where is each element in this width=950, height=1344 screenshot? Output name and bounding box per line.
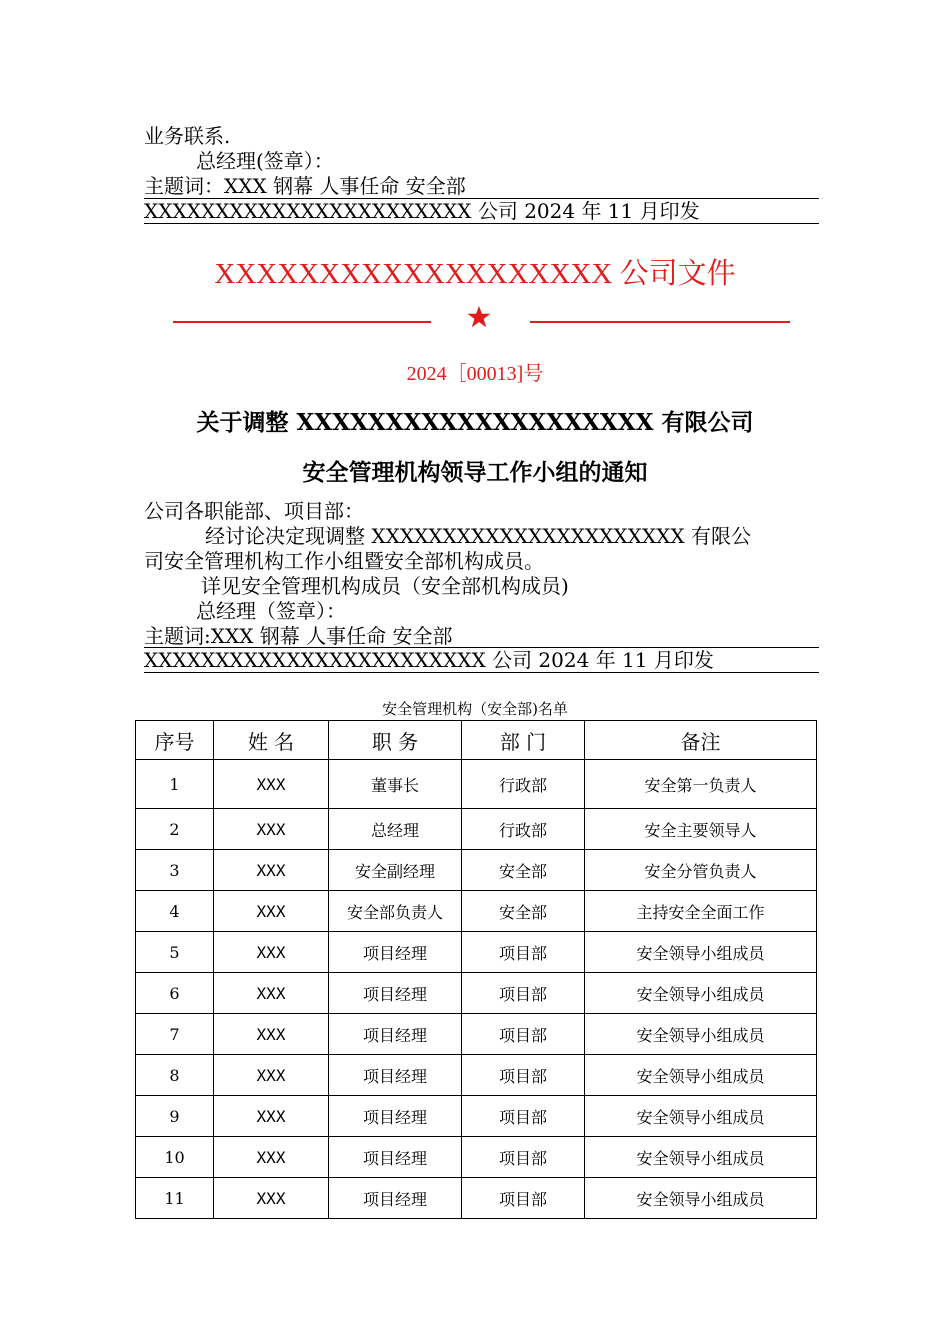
table-row: [136, 1137, 817, 1178]
cell-department: 行政部: [462, 760, 585, 809]
header-cell-name: 姓 名: [214, 721, 329, 760]
top-rule-lower: [144, 223, 819, 224]
cell-index: 1: [136, 760, 214, 809]
cell-remarks: 安全领导小组成员: [585, 973, 817, 1014]
table-row: [136, 932, 817, 973]
cell-position: 项目经理: [329, 1096, 462, 1137]
cell-remarks: 安全主要领导人: [585, 809, 817, 850]
table-row: [136, 809, 817, 850]
notice-body-line-3: 详见安全管理机构成员（安全部机构成员): [201, 574, 569, 598]
cell-position: 项目经理: [329, 1055, 462, 1096]
notice-rule-lower: [144, 672, 819, 673]
cell-remarks: 安全领导小组成员: [585, 1096, 817, 1137]
header-cell-index: 序号: [136, 721, 214, 760]
cell-remarks: 安全领导小组成员: [585, 1137, 817, 1178]
cell-name: XXX: [214, 932, 329, 973]
cell-index: 4: [136, 891, 214, 932]
cell-index: 10: [136, 1137, 214, 1178]
table-row: [136, 1014, 817, 1055]
cell-department: 项目部: [462, 1178, 585, 1219]
cell-position: 安全副经理: [329, 850, 462, 891]
cell-name: XXX: [214, 1137, 329, 1178]
company-document-title: XXXXXXXXXXXXXXXXXXX 公司文件: [214, 258, 736, 290]
table-row: [136, 1178, 817, 1219]
top-text-line-1: 业务联系.: [144, 124, 231, 148]
cell-position: 项目经理: [329, 1178, 462, 1219]
cell-position: 总经理: [329, 809, 462, 850]
cell-name: XXX: [214, 1178, 329, 1219]
notice-signature: 总经理（签章）：: [196, 599, 346, 623]
header-cell-remarks: 备注: [585, 721, 817, 760]
cell-name: XXX: [214, 973, 329, 1014]
cell-remarks: 主持安全全面工作: [585, 891, 817, 932]
document-number: 2024［00013]号: [406, 363, 544, 385]
notice-body-line-2: 司安全管理机构工作小组暨安全部机构成员。: [144, 549, 544, 573]
table-row: [136, 973, 817, 1014]
cell-index: 8: [136, 1055, 214, 1096]
cell-index: 6: [136, 973, 214, 1014]
top-issuer-line: XXXXXXXXXXXXXXXXXXXXXXX 公司 2024 年 11 月印发: [144, 199, 700, 223]
cell-name: XXX: [214, 1096, 329, 1137]
cell-name: XXX: [214, 891, 329, 932]
table-row: [136, 760, 817, 809]
notice-body-line-1: 经讨论决定现调整 XXXXXXXXXXXXXXXXXXXXXX 有限公: [205, 524, 751, 548]
notice-title-line-2: 安全管理机构领导工作小组的通知: [302, 459, 648, 486]
notice-issuer: XXXXXXXXXXXXXXXXXXXXXXXX 公司 2024 年 11 月印发: [144, 648, 714, 672]
cell-remarks: 安全领导小组成员: [585, 1178, 817, 1219]
cell-department: 项目部: [462, 1096, 585, 1137]
cell-name: XXX: [214, 760, 329, 809]
cell-name: XXX: [214, 1014, 329, 1055]
cell-name: XXX: [214, 809, 329, 850]
table-row: [136, 1055, 817, 1096]
cell-remarks: 安全领导小组成员: [585, 932, 817, 973]
cell-index: 11: [136, 1178, 214, 1219]
table-row: [136, 1096, 817, 1137]
cell-name: XXX: [214, 850, 329, 891]
cell-department: 项目部: [462, 1014, 585, 1055]
cell-position: 项目经理: [329, 1137, 462, 1178]
cell-remarks: 安全领导小组成员: [585, 1055, 817, 1096]
cell-position: 董事长: [329, 760, 462, 809]
cell-name: XXX: [214, 1055, 329, 1096]
cell-position: 项目经理: [329, 973, 462, 1014]
cell-department: 行政部: [462, 809, 585, 850]
top-keywords-line: 主题词：XXX 钢幕 人事任命 安全部: [144, 174, 466, 198]
cell-department: 安全部: [462, 850, 585, 891]
notice-salutation: 公司各职能部、项目部：: [144, 499, 364, 523]
notice-keywords: 主题词:XXX 钢幕 人事任命 安全部: [144, 624, 453, 648]
notice-title-line-1: 关于调整 XXXXXXXXXXXXXXXXXXXX 有限公司: [196, 409, 754, 436]
roster-header-row: [136, 721, 817, 760]
cell-department: 项目部: [462, 932, 585, 973]
red-divider-right: [530, 321, 790, 323]
cell-remarks: 安全第一负责人: [585, 760, 817, 809]
cell-position: 项目经理: [329, 1014, 462, 1055]
cell-department: 项目部: [462, 1055, 585, 1096]
cell-position: 项目经理: [329, 932, 462, 973]
cell-index: 3: [136, 850, 214, 891]
red-divider-left: [173, 321, 431, 323]
header-cell-department: 部 门: [462, 721, 585, 760]
red-star-icon: [466, 304, 492, 330]
roster-table: [135, 720, 817, 1219]
table-row: [136, 891, 817, 932]
cell-index: 5: [136, 932, 214, 973]
header-cell-position: 职 务: [329, 721, 462, 760]
cell-department: 安全部: [462, 891, 585, 932]
cell-position: 安全部负责人: [329, 891, 462, 932]
cell-index: 2: [136, 809, 214, 850]
cell-index: 7: [136, 1014, 214, 1055]
cell-department: 项目部: [462, 973, 585, 1014]
cell-remarks: 安全领导小组成员: [585, 1014, 817, 1055]
cell-index: 9: [136, 1096, 214, 1137]
table-row: [136, 850, 817, 891]
cell-department: 项目部: [462, 1137, 585, 1178]
roster-caption: 安全管理机构（安全部)名单: [382, 700, 568, 718]
cell-remarks: 安全分管负责人: [585, 850, 817, 891]
top-signature-line: 总经理(签章）：: [196, 149, 334, 173]
